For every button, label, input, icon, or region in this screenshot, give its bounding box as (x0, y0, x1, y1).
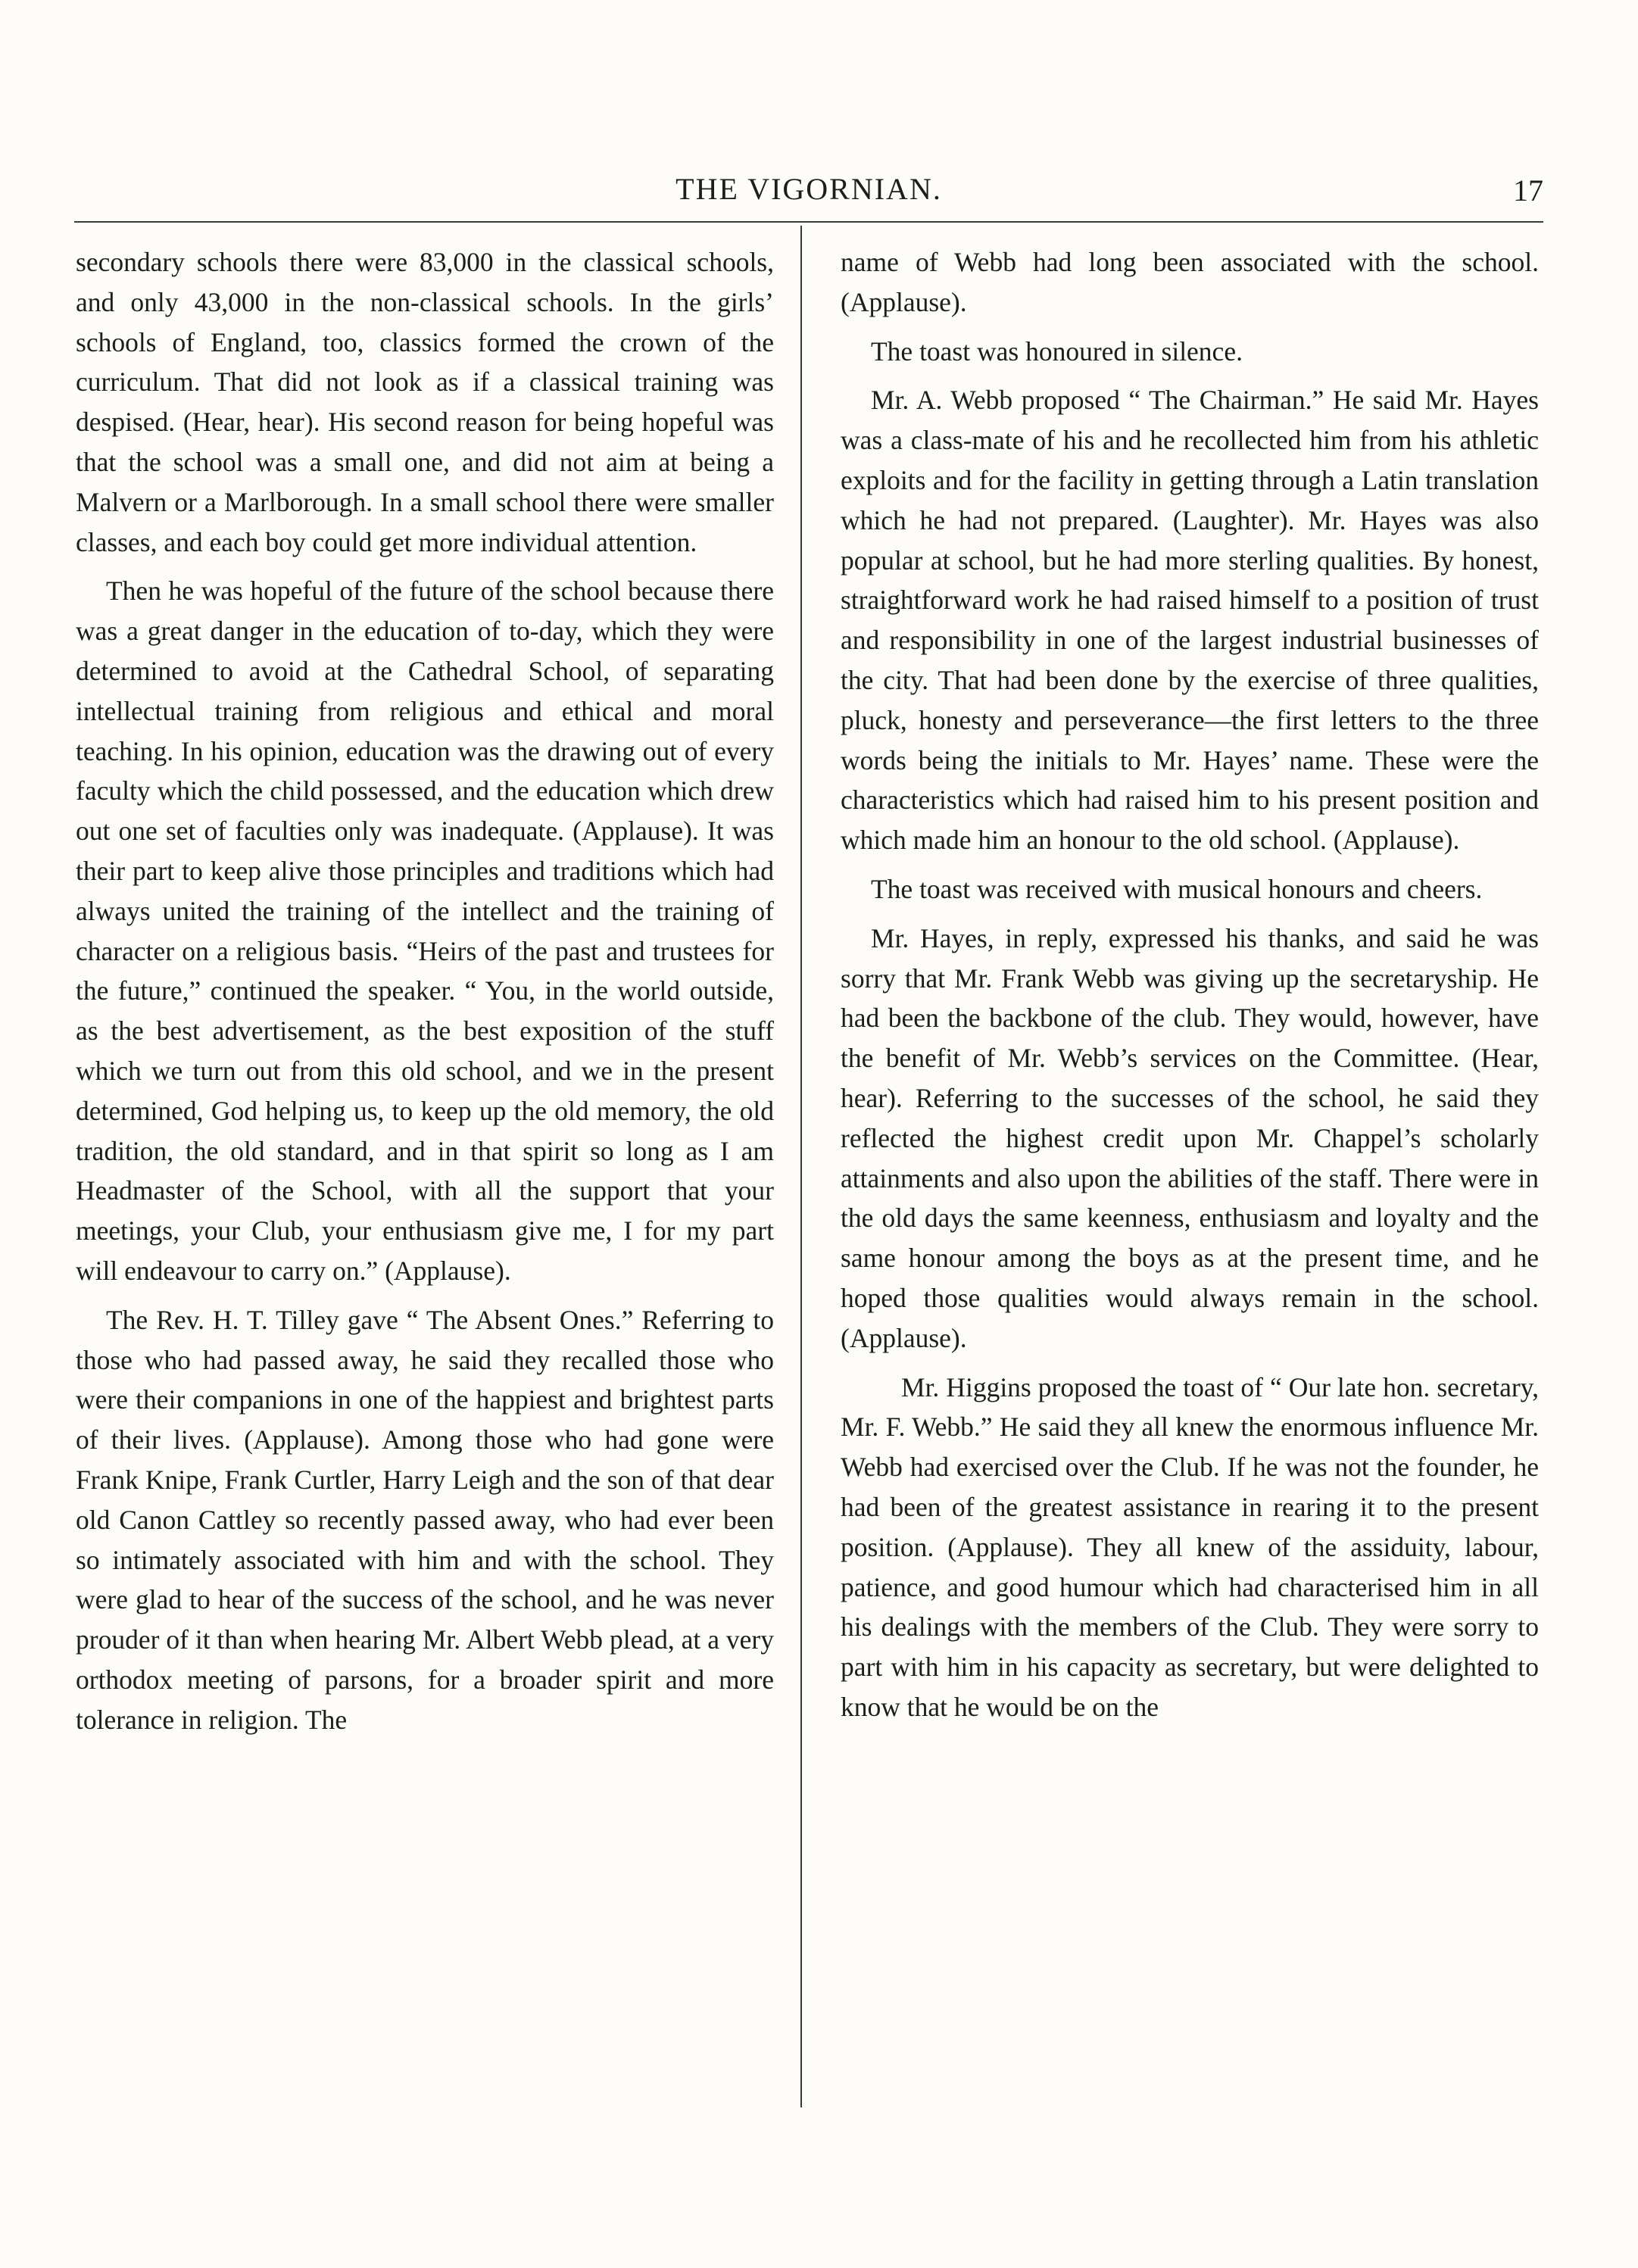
header-rule (74, 221, 1543, 223)
paragraph: Mr. Hayes, in reply, expressed his thanks, and said he was sorry that Mr. Frank Webb was giving up the secretaryship. He had been the backbone of the club. They would, however, have the benefit of Mr. Webb’s services on the Committee. (Hear, hear). Referring to the successes of the school, he said they reflected the highest credit upon Mr. Chappel’s scholarly attainments and also upon the abilities of the staff. There were in the old days the same keenness, enthusiasm and loyalty and the same honour among the boys as at the present time, and he hoped those qualities would always remain in the school. (Applause). (841, 922, 1539, 1353)
page-header (74, 165, 1543, 214)
right-column (841, 242, 1539, 1736)
paragraph: The toast was honoured in silence. (871, 335, 1243, 367)
paragraph: secondary schools there were 83,000 in the classical schools, and only 43,000 in the non-classical schools. In the girls’ schools of England, too, classics formed the crown of the curriculum. That did not look as if a classical training was despised. (Hear, hear). His second reason for being hopeful was that the school was a small one, and did not aim at being a Malvern or a Marlborough. In a small school there were smaller classes, and each boy could get more individual attention. (76, 247, 774, 557)
paragraph: The Rev. H. T. Tilley gave “ The Absent Ones.” Referring to those who had passed away, he said they recalled those who were their companions in one of the happiest and brightest parts of their lives. (Applause). Among those who had gone were Frank Knipe, Frank Curtler, Harry Leigh and the son of that dear old Canon Cattley so recently passed away, who had ever been so intimately associated with him and with the school. They were glad to hear of the success of the school, and he was never prouder of it than when hearing Mr. Albert Webb plead, at a very orthodox meeting of parsons, for a broader spirit and more tolerance in religion. The (76, 1304, 774, 1735)
column-divider (800, 226, 802, 2107)
paragraph: name of Webb had long been associated with the school. (Applause). (841, 247, 1539, 317)
paragraph: Then he was hopeful of the future of the school because there was a great danger in the education of to-day, which they were determined to avoid at the Cathedral School, of separating intellectual training from religious and ethical and moral teaching. In his opinion, education was the drawing out of every faculty which the child possessed, and the education which drew out one set of faculties only was inadequate. (Applause). It was their part to keep alive those principles and traditions which had always united the training of the intellect and the training of character on a religious basis. “Heirs of the past and trustees for the future,” continued the speaker. “ You, in the world outside, as the best advertisement, as the best exposition of the stuff which we turn out from this old school, and we in the present determined, God helping us, to keep up the old memory, the old tradition, the old standard, and in that spirit so long as I am Headmaster of the School, with all the support that your meetings, your Club, your enthusiasm give me, I for my part will endeavour to carry on.” (Applause). (76, 576, 774, 1286)
paragraph: The toast was received with musical honours and cheers. (871, 873, 1483, 904)
journal-title: THE VIGORNIAN. (675, 172, 942, 206)
paragraph: Mr. Higgins proposed the toast of “ Our late hon. secretary, Mr. F. Webb.” He said they all knew the enormous influence Mr. Webb had exercised over the Club. If he was not the founder, he had been of the greatest assistance in rearing it to the present position. (Applause). They all knew of the assiduity, labour, patience, and good humour which had characterised him in all his dealings with the members of the Club. They were sorry to part with him in his capacity as secretary, but were delighted to know that he would be on the (841, 1371, 1539, 1722)
page-number: 17 (1513, 173, 1543, 207)
left-column (76, 242, 774, 1749)
paragraph: Mr. A. Webb proposed “ The Chairman.” He said Mr. Hayes was a class-mate of his and he recollected him from his athletic exploits and for the facility in getting through a Latin translation which he had not prepared. (Laughter). Mr. Hayes was also popular at school, but he had more sterling qualities. By honest, straightforward work he had raised himself to a position of trust and responsibility in one of the largest industrial businesses of the city. That had been done by the exercise of three qualities, pluck, honesty and perseverance—the first letters to the three words being the initials to Mr. Hayes’ name. These were the characteristics which had raised him to his present position and which made him an honour to the old school. (Applause). (841, 385, 1539, 856)
